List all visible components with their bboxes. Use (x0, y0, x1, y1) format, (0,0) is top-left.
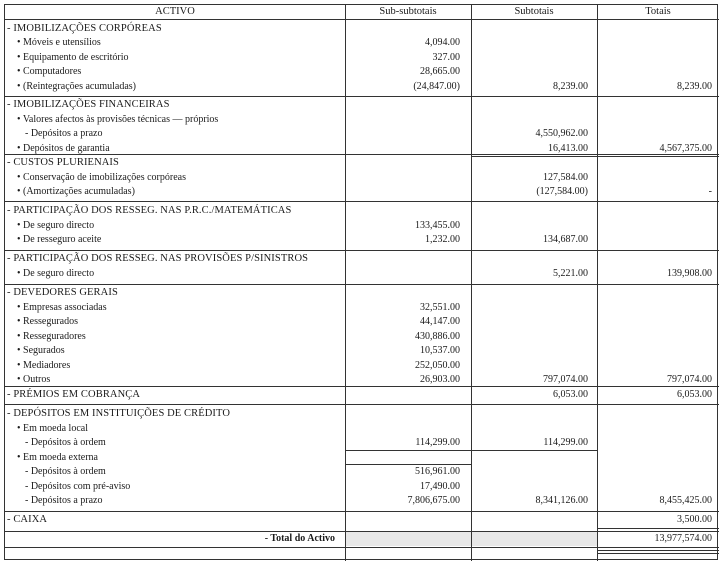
table-row (5, 80, 719, 94)
sub-subtotal-cell: 516,961.00 (415, 466, 460, 477)
table-row (5, 98, 719, 112)
table-row (5, 344, 719, 358)
total-cell: 139,908.00 (667, 268, 712, 279)
row-label: - CUSTOS PLURIENAIS (7, 157, 119, 168)
header-sub-subtotais: Sub-subtotais (345, 5, 471, 20)
table-row (5, 436, 719, 450)
row-label: • De seguro directo (17, 268, 95, 279)
table-row (5, 388, 719, 402)
row-label: • Valores afectos às provisões técnicas — próprios (17, 114, 219, 125)
table-row (5, 219, 719, 233)
table-row (5, 252, 719, 266)
table-row (5, 494, 719, 508)
rule-line (471, 156, 597, 157)
row-label: - IMOBILIZAÇÕES FINANCEIRAS (7, 99, 170, 110)
sub-subtotal-cell: 17,490.00 (420, 481, 460, 492)
rule-line (597, 550, 719, 551)
row-label: • Resseguradores (17, 331, 86, 342)
rule-line (345, 464, 471, 465)
subtotal-cell: 797,074.00 (543, 374, 588, 385)
total-cell: 8,239.00 (677, 81, 712, 92)
total-cell: 8,455,425.00 (659, 495, 712, 506)
row-label: - DEVEDORES GERAIS (7, 287, 118, 298)
header-totais: Totais (597, 5, 719, 20)
row-label: • Móveis e utensílios (17, 37, 101, 48)
table-row (5, 156, 719, 170)
table-row (5, 451, 719, 465)
total-cell: 797,074.00 (667, 374, 712, 385)
rule-line (5, 154, 719, 155)
table-row (5, 51, 719, 65)
sub-subtotal-cell: 44,147.00 (420, 316, 460, 327)
table-row (5, 113, 719, 127)
table-row (5, 513, 719, 527)
sub-subtotal-cell: 1,232.00 (425, 234, 460, 245)
table-row (5, 301, 719, 315)
rule-line (5, 404, 719, 405)
rule-line (345, 450, 597, 451)
table-row (5, 359, 719, 373)
row-label: - Depósitos a prazo (25, 128, 103, 139)
sub-subtotal-cell: 28,665.00 (420, 66, 460, 77)
row-label: • De resseguro aceite (17, 234, 102, 245)
sub-subtotal-cell: 26,903.00 (420, 374, 460, 385)
row-label: - DEPÓSITOS EM INSTITUIÇÕES DE CRÉDITO (7, 408, 231, 419)
sub-subtotal-cell: 32,551.00 (420, 302, 460, 313)
sub-subtotal-cell: 7,806,675.00 (407, 495, 460, 506)
sub-subtotal-cell: (24,847.00) (413, 81, 460, 92)
sub-subtotal-cell: 252,050.00 (415, 360, 460, 371)
balance-sheet-table (4, 4, 718, 560)
rule-line (5, 547, 719, 548)
row-label: • Empresas associadas (17, 302, 107, 313)
subtotal-cell: 6,053.00 (553, 389, 588, 400)
subtotal-cell: 5,221.00 (553, 268, 588, 279)
sub-subtotal-cell: 430,886.00 (415, 331, 460, 342)
row-label: • Em moeda externa (17, 452, 98, 463)
header-subtotais: Subtotais (471, 5, 597, 20)
table-row (5, 465, 719, 479)
row-label: - Depósitos a prazo (25, 495, 103, 506)
table-row (5, 315, 719, 329)
total-cell: 6,053.00 (677, 389, 712, 400)
rule-line (471, 284, 719, 285)
row-label: • Segurados (17, 345, 65, 356)
row-label: • Em moeda local (17, 423, 88, 434)
table-row (5, 373, 719, 387)
row-label: - PARTICIPAÇÃO DOS RESSEG. NAS P.R.C./MATEMÁTICAS (7, 205, 292, 216)
sub-subtotal-cell: 133,455.00 (415, 220, 460, 231)
row-label: • De seguro directo (17, 220, 95, 231)
row-label: • (Amortizações acumuladas) (17, 186, 135, 197)
subtotal-cell: 114,299.00 (543, 437, 588, 448)
table-row (5, 171, 719, 185)
table-row (5, 233, 719, 247)
sub-subtotal-cell: 114,299.00 (415, 437, 460, 448)
subtotal-cell: 4,550,962.00 (535, 128, 588, 139)
table-row (5, 185, 719, 199)
row-label: - PARTICIPAÇÃO DOS RESSEG. NAS PROVISÕES P/SINISTROS (7, 253, 309, 264)
row-label: - IMOBILIZAÇÕES CORPÓREAS (7, 23, 162, 34)
header-activo: ACTIVO (5, 5, 345, 20)
total-row (5, 532, 719, 546)
row-label: • Conservação de imobilizações corpóreas (17, 172, 186, 183)
sub-subtotal-cell: 10,537.00 (420, 345, 460, 356)
subtotal-cell: (127,584.00) (536, 186, 588, 197)
table-row (5, 286, 719, 300)
rule-line (345, 511, 719, 512)
total-cell: 4,567,375.00 (659, 143, 712, 154)
rule-line (5, 250, 719, 251)
subtotal-cell: 127,584.00 (543, 172, 588, 183)
table-row (5, 22, 719, 36)
rule-line (5, 531, 719, 532)
row-label: - Depósitos à ordem (25, 437, 106, 448)
row-label: • Ressegurados (17, 316, 78, 327)
row-label: • Computadores (17, 66, 82, 77)
table-row (5, 480, 719, 494)
row-label: - Depósitos com pré-aviso (25, 481, 131, 492)
row-label: • Mediadores (17, 360, 71, 371)
rule-line (597, 553, 719, 554)
table-row (5, 36, 719, 50)
subtotal-cell: 134,687.00 (543, 234, 588, 245)
row-label: • Depósitos de garantia (17, 143, 110, 154)
total-cell: 3,500.00 (677, 514, 712, 525)
table-row (5, 330, 719, 344)
table-row (5, 407, 719, 421)
table-row (5, 127, 719, 141)
row-label: • (Reintegrações acumuladas) (17, 81, 137, 92)
row-label: • Equipamento de escritório (17, 52, 129, 63)
table-row (5, 204, 719, 218)
subtotal-cell: 16,413.00 (548, 143, 588, 154)
table-row (5, 267, 719, 281)
row-label: - CAIXA (7, 514, 48, 525)
row-label: - PRÉMIOS EM COBRANÇA (7, 389, 141, 400)
subtotal-cell: 8,239.00 (553, 81, 588, 92)
sub-subtotal-cell: 327.00 (432, 52, 460, 63)
rule-line (471, 96, 719, 97)
table-row (5, 422, 719, 436)
rule-line (597, 528, 719, 529)
row-label: - Depósitos à ordem (25, 466, 106, 477)
rule-line (597, 156, 719, 157)
sub-subtotal-cell: 4,094.00 (425, 37, 460, 48)
subtotal-cell: 8,341,126.00 (535, 495, 588, 506)
table-row (5, 65, 719, 79)
rule-line (471, 386, 719, 387)
total-value: 13,977,574.00 (654, 533, 712, 544)
row-label: • Outros (17, 374, 51, 385)
rule-line (5, 201, 719, 202)
total-cell: - (708, 186, 712, 197)
total-label: - Total do Activo (264, 533, 335, 544)
